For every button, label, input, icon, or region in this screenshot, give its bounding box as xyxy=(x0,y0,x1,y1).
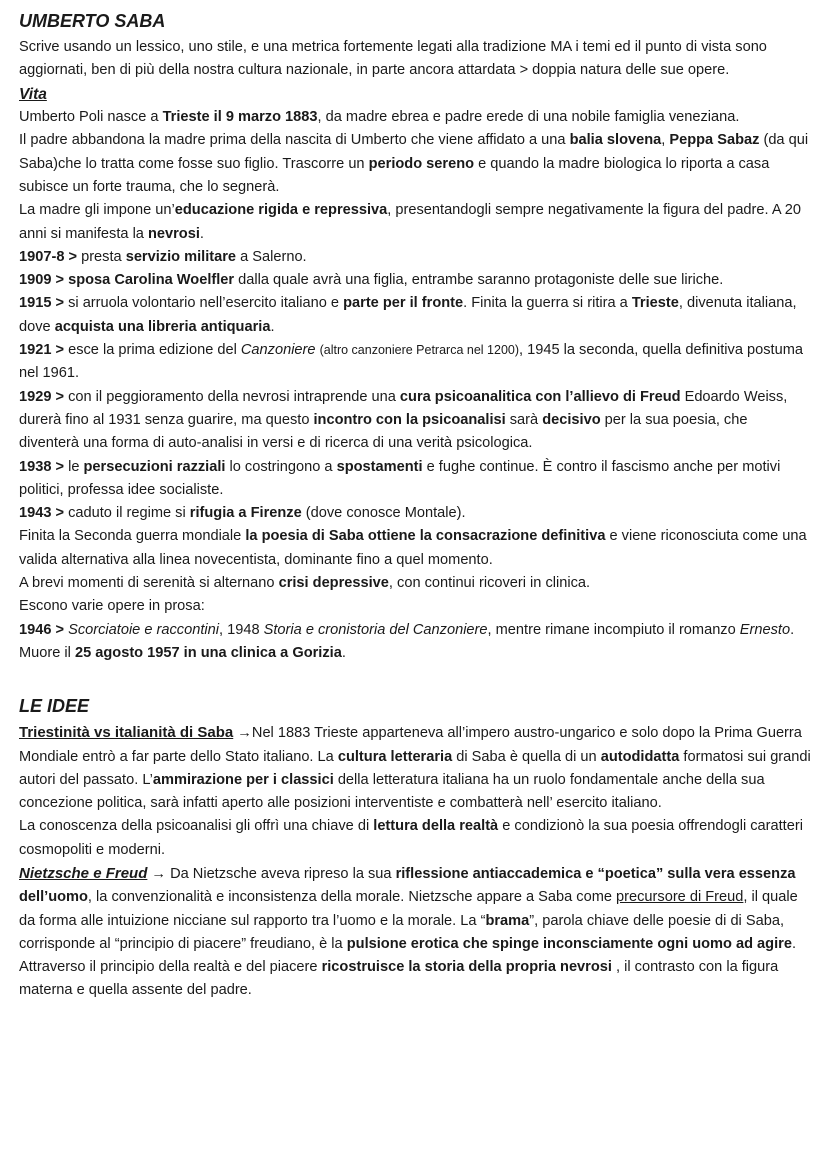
vita-paragraph xyxy=(19,642,811,665)
title-umberto-saba: UMBERTO SABA xyxy=(19,11,166,31)
idee-text-run: riflessione antiaccademica e “poetica” sulla vera essenza dell’uomo xyxy=(19,866,796,906)
vita-paragraph xyxy=(19,106,811,129)
vita-text-run: Peppa Sabaz xyxy=(669,132,760,149)
vita-paragraph xyxy=(19,502,811,525)
vita-text-run: A brevi momenti di serenità si alternano xyxy=(19,575,279,592)
idee-paragraph xyxy=(19,862,811,1003)
idee-text-run: cultura letteraria xyxy=(337,748,453,765)
vita-text-run: caduto il regime si xyxy=(64,505,190,522)
vita-text-run: 1943 > xyxy=(19,505,65,522)
vita-text-run: (da qui Saba)che lo tratta come fosse suo figlio. Trascorre un xyxy=(19,132,809,172)
idee-text-run: ammirazione per i classici xyxy=(152,771,334,788)
vita-text-run: crisi depressive xyxy=(278,575,389,592)
vita-text-run: . xyxy=(270,318,275,335)
vita-text-run: persecuzioni razziali xyxy=(83,458,226,475)
vita-paragraph xyxy=(19,199,811,246)
vita-text-run: 1907-8 > xyxy=(19,248,78,265)
vita-text-run: 1909 > sposa Carolina Woelfler xyxy=(19,272,235,289)
vita-text-run: , divenuta italiana, dove xyxy=(19,295,797,335)
vita-text-run: periodo sereno xyxy=(368,155,475,172)
vita-text-run: incontro con la psicoanalisi xyxy=(313,411,506,428)
vita-text-run: Trieste xyxy=(631,295,679,312)
vita-text-run: 1938 > xyxy=(19,458,65,475)
vita-text-run: presta xyxy=(77,248,126,265)
idee-text-run: La conoscenza della psicoanalisi gli offrì una chiave di xyxy=(19,818,374,835)
vita-text-run: acquista una libreria antiquaria xyxy=(54,318,271,335)
vita-text-run: rifugia a Firenze xyxy=(189,505,302,522)
idee-text-run: brama xyxy=(485,912,530,929)
idee-text-run: di Saba è quella di un xyxy=(452,748,601,765)
vita-text-run: Ernesto xyxy=(739,621,791,638)
vita-text-run: parte per il fronte xyxy=(343,295,464,312)
idee-text-run: ”, parola chiave delle poesie di di Saba, corrisponde al “principio di piacere” freudiano, è la xyxy=(19,912,784,952)
vita-text-run: Il padre abbandona la madre prima della nascita di Umberto che viene affidato a una xyxy=(19,132,570,149)
vita-paragraph xyxy=(19,619,811,642)
vita-text-run: La madre gli impone un’ xyxy=(19,202,175,219)
vita-text-run: 25 agosto 1957 in una clinica a Gorizia xyxy=(74,644,342,661)
idee-text-run: , il contrasto con la figura materna e quella assente del padre. xyxy=(19,959,779,999)
vita-text-run: Storia e cronistoria del Canzoniere xyxy=(263,621,488,638)
idee-text-run: e condizionò la sua poesia offrendogli caratteri cosmopoliti e moderni. xyxy=(19,818,803,858)
vita-text-run: a Salerno. xyxy=(236,248,307,265)
vita-text-run: Edoardo Weiss, durerà fino al 1931 senza guarire, ma questo xyxy=(19,388,788,428)
vita-text-run: Canzoniere xyxy=(240,342,316,359)
title-le-idee: LE IDEE xyxy=(19,696,90,717)
vita-text-run: e viene riconosciuta come una valida alternativa alla linea novecentista, dominante fino a quel momento. xyxy=(19,528,807,568)
idee-text-run: precursore di Freud xyxy=(616,889,744,906)
vita-text-run: esce la prima edizione del xyxy=(64,342,241,359)
idee-text-run: lettura della realtà xyxy=(373,818,499,835)
idee-paragraph xyxy=(19,721,811,815)
vita-text-run: Umberto Poli nasce a xyxy=(19,109,163,126)
vita-text-run: (altro canzoniere Petrarca nel 1200) xyxy=(319,343,520,358)
vita-paragraph xyxy=(19,339,811,386)
vita-text-run: , xyxy=(661,132,670,149)
idee-text-run: autodidatta xyxy=(600,748,680,765)
idee-text-run: . Attraverso il principio della realtà e del piacere xyxy=(19,935,796,976)
vita-text-run: 1929 > xyxy=(19,388,65,405)
idee-text-run: formatosi sui grandi autori del passato. L’ xyxy=(19,748,811,788)
vita-text-run: balia slovena xyxy=(569,132,662,149)
vita-text-run: decisivo xyxy=(542,411,601,428)
vita-text-run: , presentandogli sempre negativamente la figura del padre. A 20 anni si manifesta la xyxy=(19,202,802,242)
vita-text-run: , 1948 xyxy=(219,621,264,638)
section-heading-vita: Vita xyxy=(19,85,47,103)
idee-text-run: , il quale da forma alle intuizione nicciane sul rapporto tra l’uomo e la morale. La “ xyxy=(19,889,798,929)
vita-paragraph xyxy=(19,525,811,572)
vita-text-run: Muore il xyxy=(19,644,75,661)
vita-text-run: con il peggioramento della nevrosi intraprende una xyxy=(64,388,400,405)
vita-text-run: , 1945 la seconda, quella definitiva postuma nel 1961. xyxy=(19,342,803,382)
vita-paragraph xyxy=(19,595,811,618)
vita-text-run: Scorciatoie e raccontini xyxy=(68,621,219,638)
vita-paragraph xyxy=(19,456,811,503)
vita-text-run: sarà xyxy=(505,411,543,428)
vita-text-run: . xyxy=(199,225,204,242)
vita-text-run: la poesia di Saba ottiene la consacrazione definitiva xyxy=(245,528,606,545)
vita-text-run: si arruola volontario nell’esercito italiano e xyxy=(64,295,344,312)
vita-text-run: per la sua poesia, che diventerà una forma di auto-analisi in versi e di ricerca di una verità psicologica. xyxy=(19,411,748,452)
idee-section xyxy=(19,721,811,1003)
vita-text-run: nevrosi xyxy=(147,225,200,242)
vita-text-run: . Finita la guerra si ritira a xyxy=(463,295,632,312)
vita-text-run: e quando la madre biologica lo riporta a casa subisce un forte trauma, che lo segnerà. xyxy=(19,155,770,195)
vita-paragraph xyxy=(19,572,811,595)
vita-text-run: educazione rigida e repressiva xyxy=(174,202,388,219)
idee-text-run: pulsione erotica che spinge inconsciamente ogni uomo ad agire xyxy=(346,935,792,952)
idee-text-run: , la convenzionalità e inconsistenza della morale. Nietzsche appare a Saba come xyxy=(87,889,617,906)
vita-paragraph xyxy=(19,292,811,339)
vita-text-run: 1921 > xyxy=(19,342,65,359)
vita-text-run: Escono varie opere in prosa: xyxy=(19,598,205,615)
idee-text-run: → Da Nietzsche aveva ripreso la sua xyxy=(147,866,396,882)
vita-text-run: cura psicoanalitica con l’allievo di Freud xyxy=(399,388,681,405)
intro-section xyxy=(19,36,811,83)
vita-paragraph xyxy=(19,386,811,456)
vita-text-run: Trieste il 9 marzo 1883 xyxy=(162,109,318,126)
vita-text-run: . xyxy=(341,644,346,661)
vita-text-run: , da madre ebrea e padre erede di una nobile famiglia veneziana. xyxy=(317,109,740,126)
vita-text-run: , con continui ricoveri in clinica. xyxy=(388,575,591,592)
idee-text-run: della letteratura italiana ha un ruolo fondamentale anche della sua concezione politica, sarà infatti aperto alle posizioni interventiste e combatterà nell’ esercito italiano. xyxy=(19,771,765,812)
vita-text-run: 1946 > xyxy=(19,621,65,638)
vita-text-run: , mentre rimane incompiuto il romanzo xyxy=(487,621,740,638)
document-page xyxy=(19,10,811,1003)
vita-text-run: e fughe continue. È contro il fascismo anche per motivi politici, professa idee socialiste. xyxy=(19,458,781,498)
idee-text-run: →Nel 1883 Trieste apparteneva all’impero austro-ungarico e solo dopo la Prima Guerra Mondiale entrò a far parte dello Stato italiano. La xyxy=(19,725,802,765)
vita-paragraph xyxy=(19,129,811,199)
vita-text-run: 1915 > xyxy=(19,295,65,312)
vita-text-run: Finita la Seconda guerra mondiale xyxy=(19,528,246,545)
vita-text-run: (dove conosce Montale). xyxy=(301,505,466,522)
idee-paragraph xyxy=(19,815,811,862)
vita-text-run: le xyxy=(64,458,84,475)
idee-text-run: Nietzsche e Freud xyxy=(19,865,148,882)
vita-text-run: dalla quale avrà una figlia, entrambe saranno protagoniste delle sue liriche. xyxy=(234,272,724,289)
vita-text-run: servizio militare xyxy=(125,248,237,265)
idee-text-run: Triestinità vs italianità di Saba xyxy=(19,724,234,742)
vita-text-run: lo costringono a xyxy=(225,458,337,475)
vita-section xyxy=(19,106,811,665)
vita-paragraph xyxy=(19,269,811,292)
idee-text-run: ricostruisce la storia della propria nevrosi xyxy=(321,959,612,976)
vita-paragraph xyxy=(19,246,811,269)
intro-paragraph: Scrive usando un lessico, uno stile, e una metrica fortemente legati alla tradizione MA i temi ed il punto di vista sono aggiornati, ben di più della nostra cultura nazionale, in parte ancora attardata > doppia natura delle sue opere. xyxy=(19,39,767,79)
vita-text-run: spostamenti xyxy=(336,458,423,475)
vita-text-run: . xyxy=(790,621,795,638)
